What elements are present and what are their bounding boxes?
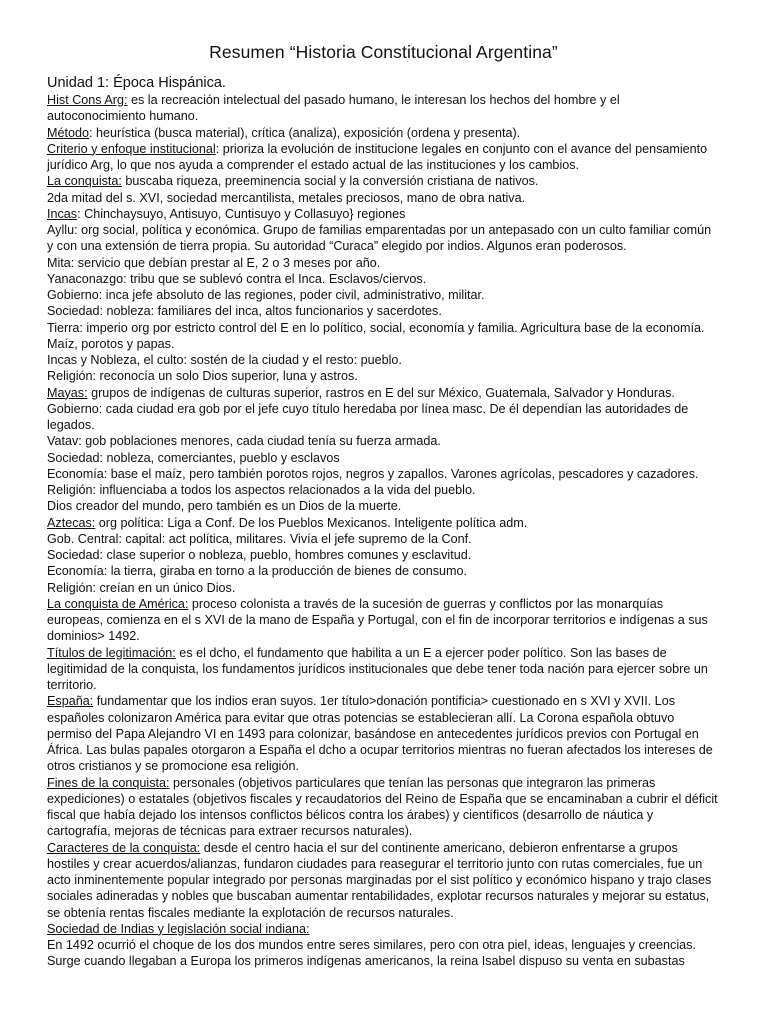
paragraph-text: Gob. Central: capital: act política, militares. Vivía el jefe supremo de la Conf. <box>47 531 472 546</box>
paragraph <box>47 775 720 840</box>
paragraph <box>47 937 720 970</box>
term-heading: Aztecas: <box>47 515 96 530</box>
document-title: Resumen “Historia Constitucional Argentina” <box>209 42 558 62</box>
paragraph <box>47 125 720 141</box>
paragraph <box>47 921 720 937</box>
paragraph-text: En 1492 ocurrió el choque de los dos mundos entre seres similares, pero con otra piel, ideas, lenguajes y creencias. Surge cuando llegaban a Europa los primeros indígenas americanos, la reina Isabel dispuso su venta en subastas <box>47 938 696 969</box>
paragraph-text: fundamentar que los indios eran suyos. 1er título>donación pontificia> cuestionado en s XVI y XVII. Los españoles colonizaron América para evitar que otras potencias se establecieran allí. La Corona española obtuvo permiso del Papa Alejandro VI en 1493 para colonizar, basándose en antecedentes jurídicos previos con Portugal en África. Las bulas papales otorgaron a España el dcho a ocupar territorios mientras no fueran afectados los intereses de otros cristianos y se promocione esa religión. <box>47 694 713 774</box>
term-heading: Títulos de legitimación: <box>47 645 176 660</box>
paragraph-text: Religión: influenciaba a todos los aspectos relacionados a la vida del pueblo. <box>47 483 476 497</box>
paragraph <box>47 173 720 189</box>
paragraph <box>47 401 720 434</box>
paragraph-text: Gobierno: inca jefe absoluto de las regiones, poder civil, administrativo, militar. <box>47 288 485 302</box>
paragraph <box>47 450 720 466</box>
paragraph-text: Religión: creían en un único Dios. <box>47 580 236 595</box>
paragraph-text: Economía: la tierra, giraba en torno a la producción de bienes de consumo. <box>47 564 468 579</box>
paragraph <box>47 563 720 579</box>
paragraph <box>47 515 720 531</box>
paragraph <box>47 433 720 449</box>
paragraph-text: : prioriza la evolución de institucione legales en conjunto con el avance del pensamiento jurídico Arg, lo que nos ayuda a comprender el estado actual de las instituciones y los cambios. <box>47 141 708 172</box>
paragraph-text: : Chinchaysuyo, Antisuyo, Cuntisuyo y Collasuyo} regiones <box>77 206 406 221</box>
paragraph <box>47 531 720 547</box>
paragraph-text: Yanaconazgo: tribu que se sublevó contra el Inca. Esclavos/ciervos. <box>47 271 427 286</box>
paragraph <box>47 190 720 206</box>
term-heading: España: <box>47 694 94 709</box>
paragraph-text: Incas y Nobleza, el culto: sostén de la ciudad y el resto: pueblo. <box>47 353 402 367</box>
paragraph <box>47 547 720 563</box>
section-heading: Unidad 1: Época Hispánica. <box>47 75 226 91</box>
paragraph <box>47 466 720 482</box>
paragraph <box>47 645 720 694</box>
paragraph-text: Mita: servicio que debían prestar al E, 2 o 3 meses por año. <box>47 255 381 270</box>
paragraph-text: es la recreación intelectual del pasado humano, le interesan los hechos del hombre y el autoconocimiento humano. <box>47 93 620 124</box>
paragraph-text: : heurística (busca material), crítica (analiza), exposición (ordena y presenta). <box>89 125 521 140</box>
paragraph <box>47 222 720 255</box>
paragraph <box>47 693 720 774</box>
paragraph-text: Gobierno: cada ciudad era gob por el jefe cuyo título heredaba por línea masc. De él dependían las autoridades de legados. <box>47 401 689 432</box>
term-heading: Caracteres de la conquista: <box>47 840 201 855</box>
paragraph <box>47 320 720 353</box>
paragraph-text: Dios creador del mundo, pero también es un Dios de la muerte. <box>47 499 402 514</box>
paragraph-text: desde el centro hacia el sur del continente americano, debieron enfrentarse a grupos hostiles y crear acuerdos/alianzas, fundaron ciudades para reasegurar el territorio junto con rutas comerciales, fue un acto inminentemente popular integrado por personas marginadas por el sist político y económico hispano y trajo clases sociales adineradas y nobles que buscaban aumentar rentabilidades, explotar recursos naturales y mejorar su estatus, se obtenía rentas fiscales mediante la explotación de recursos naturales. <box>47 840 712 920</box>
paragraph <box>47 303 720 319</box>
paragraph <box>47 840 720 921</box>
paragraph-text: Religión: reconocía un solo Dios superior, luna y astros. <box>47 369 358 384</box>
paragraph-text: personales (objetivos particulares que tenían las personas que integraron las primeras expediciones) o estatales (objetivos fiscales y recaudatorios del Reino de España que se encaminaban a cubrir el déficit fiscal que había dejado los intensos conflictos bélicos contra los árabes) y científicos (desarrollo de náutica y cartografía, mejoras de técnicas para extraer recursos naturales). <box>47 775 718 839</box>
term-heading: La conquista de América: <box>47 596 189 611</box>
paragraph <box>47 385 720 401</box>
paragraph-text: grupos de indígenas de culturas superior, rastros en E del sur México, Guatemala, Salvador y Honduras. <box>87 385 675 400</box>
paragraph <box>47 255 720 271</box>
term-heading: Sociedad de Indias y legislación social indiana: <box>47 921 310 936</box>
paragraph-text: es el dcho, el fundamento que habilita a un E a ejercer poder político. Son las bases de legitimidad de la conquista, los fundamentos jurídicos institucionales que debe tener toda nación para ejercer sobre un territorio. <box>47 645 708 692</box>
paragraph <box>47 287 720 303</box>
paragraph-text: Sociedad: nobleza: familiares del inca, altos funcionarios y sacerdotes. <box>47 304 442 319</box>
paragraph-text: org política: Liga a Conf. De los Pueblos Mexicanos. Inteligente política adm. <box>95 515 528 530</box>
term-heading: Hist Cons Arg: <box>47 93 128 107</box>
paragraph <box>47 271 720 287</box>
paragraph-text: buscaba riqueza, preeminencia social y la conversión cristiana de nativos. <box>121 174 539 189</box>
paragraph <box>47 206 720 222</box>
paragraph <box>47 580 720 596</box>
paragraph-text: Sociedad: clase superior o nobleza, pueblo, hombres comunes y esclavitud. <box>47 548 472 562</box>
paragraph-text: proceso colonista a través de la sucesión de guerras y conflictos por las monarquías europeas, comienza en el s XVI de la mano de España y Portugal, con el fin de incorporar territorios e indígenas a sus dominios> 1492. <box>47 596 708 644</box>
paragraph-text: Economía: base el maíz, pero también porotos rojos, negros y zapallos. Varones agrícolas, pescadores y cazadores. <box>47 466 699 481</box>
paragraph <box>47 368 720 384</box>
term-heading: Criterio y enfoque institucional <box>47 141 216 156</box>
paragraph-text: 2da mitad del s. XVI, sociedad mercantilista, metales preciosos, mano de obra nativa. <box>47 190 526 205</box>
term-heading: Fines de la conquista: <box>47 775 170 790</box>
paragraph-text: Ayllu: org social, política y económica. Grupo de familias emparentadas por un antepasado con un culto familiar común y con una extensión de tierra propia. Su autoridad “Curaca” elegido por indios. Algunos eran poderosos. <box>47 223 712 254</box>
paragraph-text: Vatav: gob poblaciones menores, cada ciudad tenía su fuerza armada. <box>47 434 441 449</box>
term-heading: Mayas: <box>47 385 88 400</box>
paragraph <box>47 498 720 514</box>
document-body <box>47 92 720 970</box>
term-heading: Incas <box>47 206 78 221</box>
paragraph-text: Tierra: imperio org por estricto control del E en lo político, social, economía y familia. Agricultura base de la economía. Maíz, porotos y papas. <box>47 320 705 351</box>
paragraph <box>47 482 720 498</box>
paragraph <box>47 92 720 125</box>
paragraph <box>47 596 720 645</box>
paragraph-text: Sociedad: nobleza, comerciantes, pueblo y esclavos <box>47 450 340 465</box>
term-heading: Método <box>47 125 90 140</box>
paragraph <box>47 141 720 174</box>
paragraph <box>47 352 720 368</box>
term-heading: La conquista: <box>47 174 122 189</box>
